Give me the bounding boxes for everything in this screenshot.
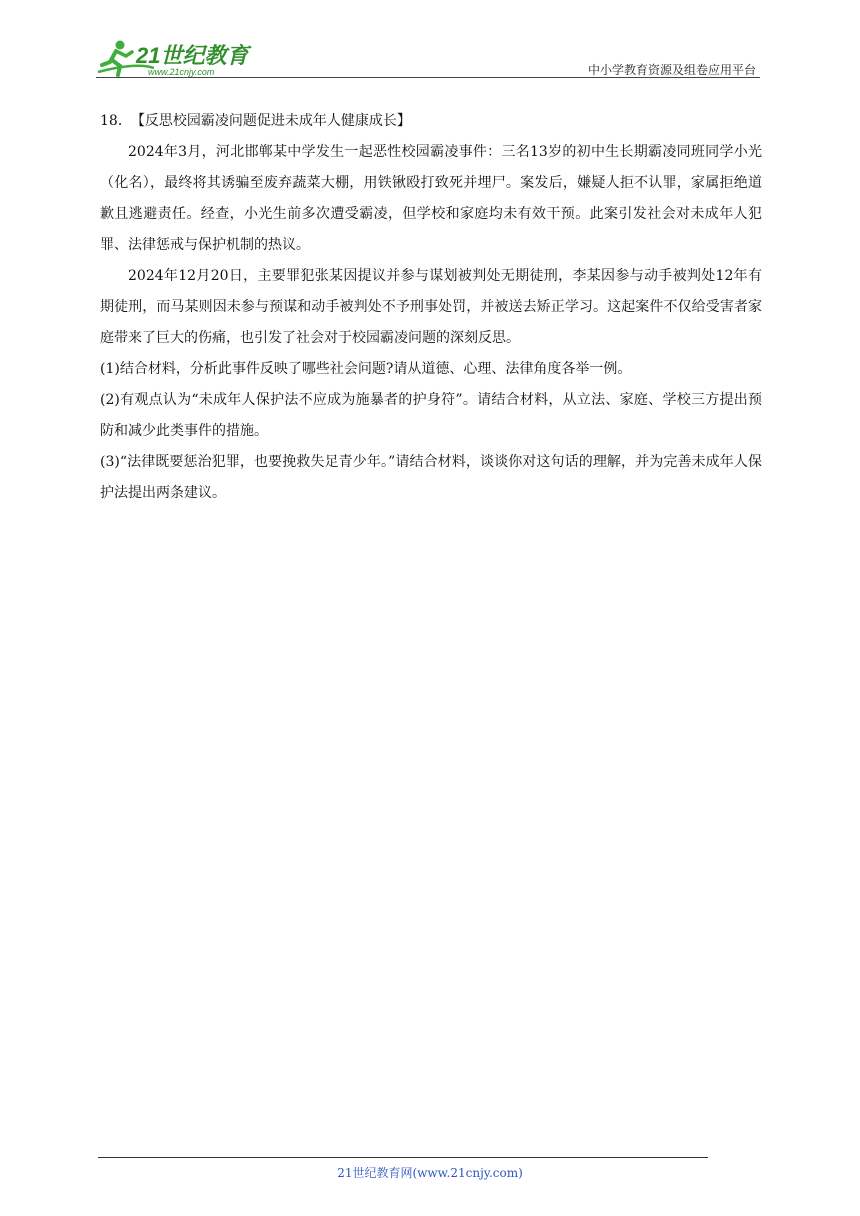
runner-logo-icon xyxy=(96,38,266,80)
platform-name: 中小学教育资源及组卷应用平台 xyxy=(587,63,756,77)
material-paragraph-1: 2024年3月，河北邯郸某中学发生一起恶性校园霸凌事件：三名13岁的初中生长期霸凌同班同学小光（化名），最终将其诱骗至废弃蔬菜大棚，用铁锹殴打致死并埋尸。案发后，嫌疑人拒不认罪，家属拒绝道歉且逃避责任。经查，小光生前多次遭受霸凌，但学校和家庭均未有效干预。此案引发社会对未成年人犯罪、法律惩戒与保护机制的热议。 xyxy=(100,144,762,253)
sub-question-3: (3)“法律既要惩治犯罪，也要挽救失足青少年。”请结合材料，谈谈你对这句话的理解，并为完善未成年人保护法提出两条建议。 xyxy=(100,454,762,501)
footer-link[interactable]: 21世纪教育网(www.21cnjy.com) xyxy=(337,1166,523,1180)
question-number: 18． xyxy=(100,113,132,129)
sub-question-2: (2)有观点认为“未成年人保护法不应成为施暴者的护身符”。请结合材料，从立法、家庭、学校三方提出预防和减少此类事件的措施。 xyxy=(100,392,762,439)
material-paragraph-2: 2024年12月20日，主要罪犯张某因提议并参与谋划被判处无期徒刑，李某因参与动手被判处12年有期徒刑，而马某则因未参与预谋和动手被判处不予刑事处罚，并被送去矫正学习。这起案件不仅给受害者家庭带来了巨大的伤痛，也引发了社会对于校园霸凌问题的深刻反思。 xyxy=(100,268,762,346)
question-heading: 【反思校园霸凌问题促进未成年人健康成长】 xyxy=(137,113,411,129)
page-header xyxy=(96,38,760,80)
site-logo[interactable] xyxy=(96,38,266,80)
question-title xyxy=(100,106,762,137)
svg-text:21世纪教育: 21世纪教育 xyxy=(136,43,249,68)
header-divider xyxy=(96,77,760,78)
sub-question-1: (1)结合材料，分析此事件反映了哪些社会问题?请从道德、心理、法律角度各举一例。 xyxy=(100,361,632,377)
question-content xyxy=(100,106,762,509)
footer-divider xyxy=(98,1157,708,1158)
svg-text:www.21cnjy.com: www.21cnjy.com xyxy=(148,67,215,77)
